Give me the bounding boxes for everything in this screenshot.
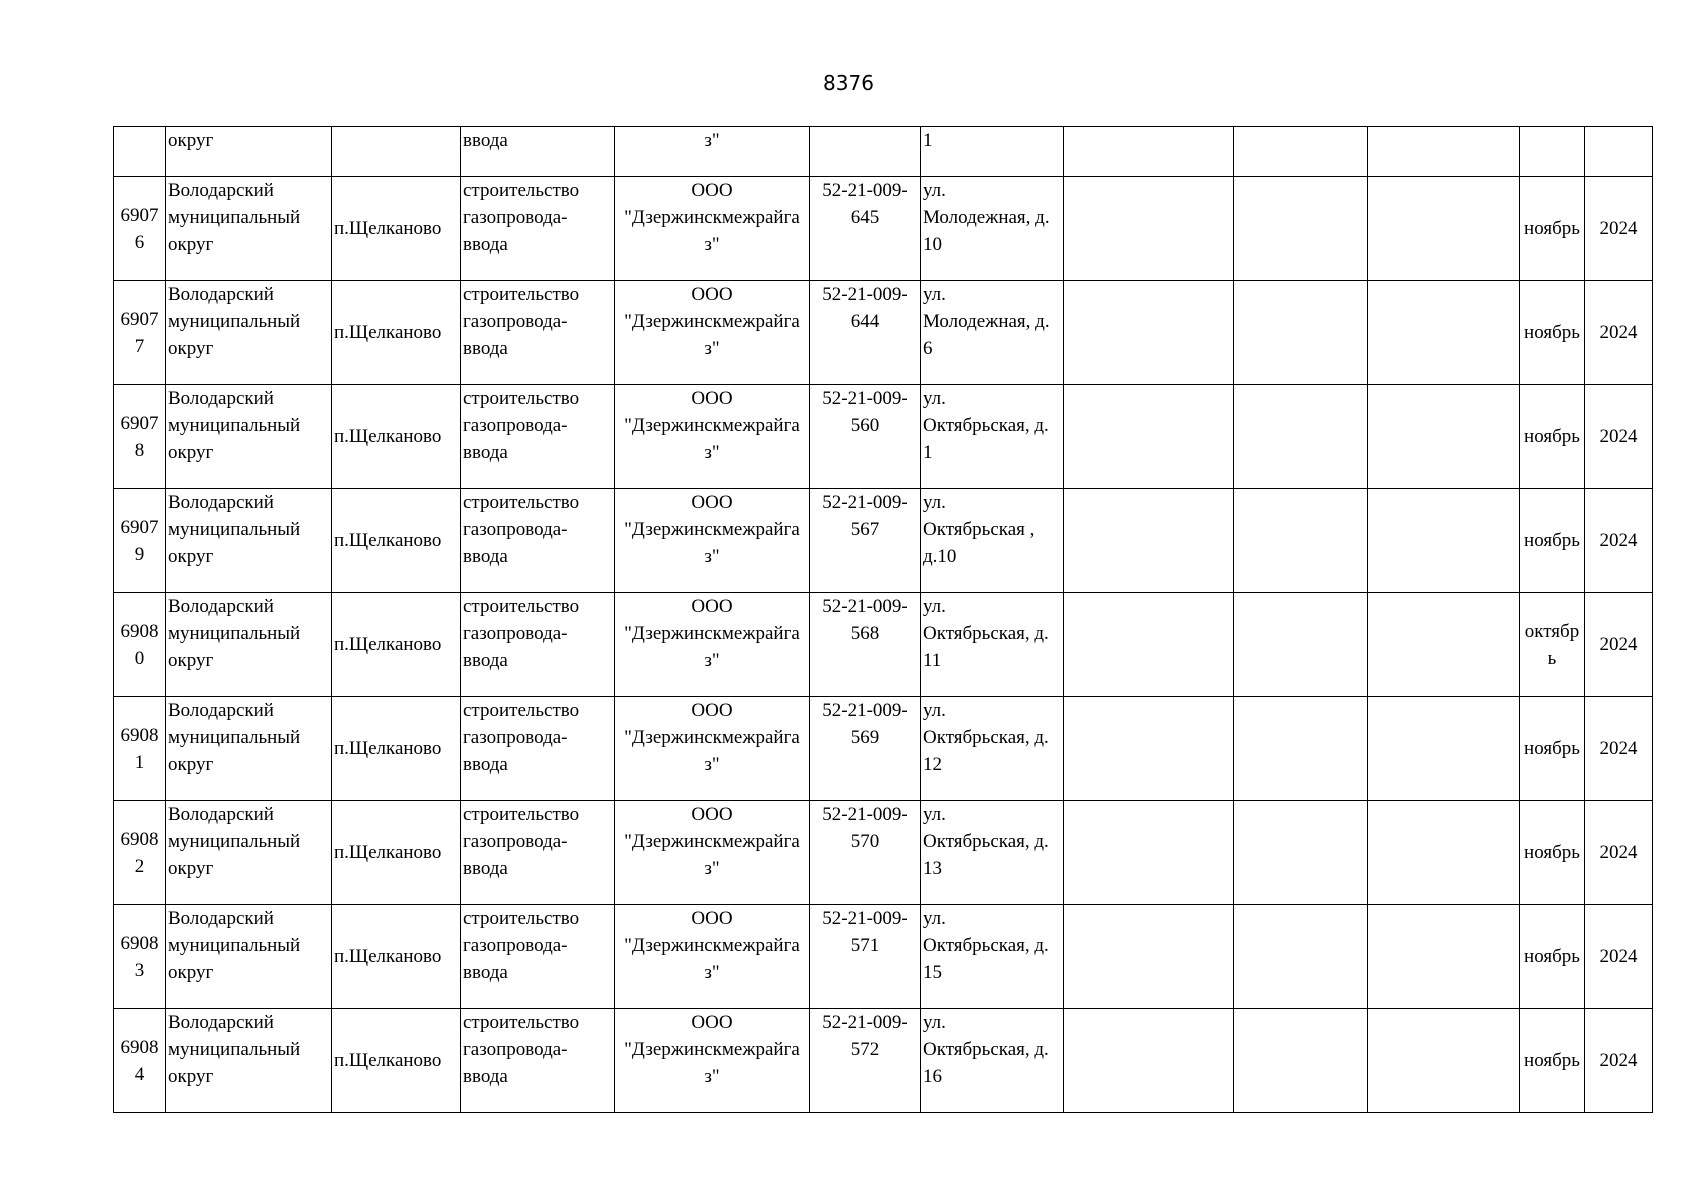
cell-year: 2024	[1585, 905, 1653, 1009]
cell-address: ул. Октябрьская, д. 16	[921, 1009, 1064, 1113]
cell-month: ноябрь	[1520, 801, 1585, 905]
cell-org: ООО "Дзержинскмежрайга з"	[615, 489, 810, 593]
cell-district: Володарский муниципальный округ	[166, 801, 332, 905]
cell-num: 69081	[114, 697, 166, 801]
cell-num: 69078	[114, 385, 166, 489]
cell-code: 52-21-009- 567	[810, 489, 921, 593]
cell-settlement: п.Щелканово	[332, 281, 461, 385]
cell-work: ввода	[461, 127, 615, 177]
table-row	[114, 593, 1653, 697]
cell-settlement: п.Щелканово	[332, 1009, 461, 1113]
cell-district: округ	[166, 127, 332, 177]
cell-org: ООО "Дзержинскмежрайга з"	[615, 177, 810, 281]
cell-work: строительство газопровода- ввода	[461, 385, 615, 489]
cell-code: 52-21-009- 572	[810, 1009, 921, 1113]
cell-month: ноябрь	[1520, 489, 1585, 593]
cell-code: 52-21-009- 644	[810, 281, 921, 385]
cell-empty-1	[1064, 127, 1234, 177]
cell-empty-3	[1368, 593, 1520, 697]
cell-empty-3	[1368, 801, 1520, 905]
cell-num: 69077	[114, 281, 166, 385]
cell-settlement: п.Щелканово	[332, 177, 461, 281]
page-number: 8376	[823, 71, 874, 95]
cell-month	[1520, 127, 1585, 177]
cell-district: Володарский муниципальный округ	[166, 281, 332, 385]
cell-org: ООО "Дзержинскмежрайга з"	[615, 593, 810, 697]
cell-settlement: п.Щелканово	[332, 593, 461, 697]
cell-org: ООО "Дзержинскмежрайга з"	[615, 697, 810, 801]
cell-year: 2024	[1585, 177, 1653, 281]
cell-code: 52-21-009- 570	[810, 801, 921, 905]
table-row	[114, 905, 1653, 1009]
cell-address: ул. Октябрьская, д. 12	[921, 697, 1064, 801]
cell-work: строительство газопровода- ввода	[461, 1009, 615, 1113]
cell-empty-3	[1368, 1009, 1520, 1113]
cell-empty-3	[1368, 385, 1520, 489]
cell-settlement	[332, 127, 461, 177]
cell-empty-3	[1368, 489, 1520, 593]
cell-empty-1	[1064, 489, 1234, 593]
cell-address: 1	[921, 127, 1064, 177]
cell-empty-2	[1234, 1009, 1368, 1113]
cell-month: октябр ь	[1520, 593, 1585, 697]
cell-work: строительство газопровода- ввода	[461, 801, 615, 905]
cell-empty-2	[1234, 489, 1368, 593]
cell-num: 69084	[114, 1009, 166, 1113]
cell-work: строительство газопровода- ввода	[461, 697, 615, 801]
cell-year: 2024	[1585, 801, 1653, 905]
cell-code: 52-21-009- 645	[810, 177, 921, 281]
cell-empty-2	[1234, 593, 1368, 697]
cell-work: строительство газопровода- ввода	[461, 593, 615, 697]
cell-year: 2024	[1585, 489, 1653, 593]
cell-empty-1	[1064, 697, 1234, 801]
cell-org: з"	[615, 127, 810, 177]
cell-code: 52-21-009- 560	[810, 385, 921, 489]
table-row-continued	[114, 127, 1653, 177]
cell-empty-3	[1368, 127, 1520, 177]
cell-code	[810, 127, 921, 177]
cell-code: 52-21-009- 569	[810, 697, 921, 801]
cell-district: Володарский муниципальный округ	[166, 697, 332, 801]
cell-org: ООО "Дзержинскмежрайга з"	[615, 281, 810, 385]
cell-month: ноябрь	[1520, 177, 1585, 281]
cell-settlement: п.Щелканово	[332, 697, 461, 801]
cell-settlement: п.Щелканово	[332, 385, 461, 489]
cell-empty-1	[1064, 281, 1234, 385]
cell-month: ноябрь	[1520, 281, 1585, 385]
table-row	[114, 801, 1653, 905]
cell-empty-2	[1234, 177, 1368, 281]
cell-address: ул. Октябрьская, д. 1	[921, 385, 1064, 489]
registry-table	[113, 126, 1653, 1113]
cell-work: строительство газопровода- ввода	[461, 177, 615, 281]
cell-address: ул. Октябрьская, д. 15	[921, 905, 1064, 1009]
table-row	[114, 1009, 1653, 1113]
cell-org: ООО "Дзержинскмежрайга з"	[615, 905, 810, 1009]
cell-settlement: п.Щелканово	[332, 801, 461, 905]
cell-empty-2	[1234, 127, 1368, 177]
cell-year: 2024	[1585, 385, 1653, 489]
cell-address: ул. Молодежная, д. 10	[921, 177, 1064, 281]
cell-month: ноябрь	[1520, 697, 1585, 801]
cell-empty-2	[1234, 281, 1368, 385]
cell-num: 69083	[114, 905, 166, 1009]
cell-district: Володарский муниципальный округ	[166, 385, 332, 489]
cell-empty-1	[1064, 801, 1234, 905]
cell-year: 2024	[1585, 697, 1653, 801]
cell-empty-2	[1234, 801, 1368, 905]
cell-org: ООО "Дзержинскмежрайга з"	[615, 801, 810, 905]
cell-year	[1585, 127, 1653, 177]
cell-org: ООО "Дзержинскмежрайга з"	[615, 1009, 810, 1113]
cell-code: 52-21-009- 568	[810, 593, 921, 697]
table-row	[114, 489, 1653, 593]
cell-org: ООО "Дзержинскмежрайга з"	[615, 385, 810, 489]
cell-month: ноябрь	[1520, 905, 1585, 1009]
cell-num: 69076	[114, 177, 166, 281]
table-row	[114, 177, 1653, 281]
cell-empty-1	[1064, 905, 1234, 1009]
table-row	[114, 385, 1653, 489]
cell-empty-1	[1064, 385, 1234, 489]
cell-settlement: п.Щелканово	[332, 905, 461, 1009]
cell-num: 69082	[114, 801, 166, 905]
cell-address: ул. Октябрьская , д.10	[921, 489, 1064, 593]
cell-num: 69080	[114, 593, 166, 697]
cell-work: строительство газопровода- ввода	[461, 281, 615, 385]
cell-empty-3	[1368, 177, 1520, 281]
cell-address: ул. Октябрьская, д. 13	[921, 801, 1064, 905]
cell-district: Володарский муниципальный округ	[166, 177, 332, 281]
cell-empty-1	[1064, 593, 1234, 697]
cell-empty-3	[1368, 281, 1520, 385]
cell-empty-1	[1064, 1009, 1234, 1113]
cell-empty-2	[1234, 905, 1368, 1009]
cell-year: 2024	[1585, 1009, 1653, 1113]
table-row	[114, 697, 1653, 801]
cell-settlement: п.Щелканово	[332, 489, 461, 593]
cell-year: 2024	[1585, 593, 1653, 697]
cell-district: Володарский муниципальный округ	[166, 593, 332, 697]
cell-num	[114, 127, 166, 177]
cell-district: Володарский муниципальный округ	[166, 905, 332, 1009]
cell-month: ноябрь	[1520, 385, 1585, 489]
cell-address: ул. Молодежная, д. 6	[921, 281, 1064, 385]
cell-empty-2	[1234, 697, 1368, 801]
cell-district: Володарский муниципальный округ	[166, 1009, 332, 1113]
cell-district: Володарский муниципальный округ	[166, 489, 332, 593]
cell-work: строительство газопровода- ввода	[461, 905, 615, 1009]
cell-empty-2	[1234, 385, 1368, 489]
cell-work: строительство газопровода- ввода	[461, 489, 615, 593]
cell-num: 69079	[114, 489, 166, 593]
cell-month: ноябрь	[1520, 1009, 1585, 1113]
cell-empty-3	[1368, 905, 1520, 1009]
cell-year: 2024	[1585, 281, 1653, 385]
cell-code: 52-21-009- 571	[810, 905, 921, 1009]
cell-empty-3	[1368, 697, 1520, 801]
table-row	[114, 281, 1653, 385]
cell-empty-1	[1064, 177, 1234, 281]
cell-address: ул. Октябрьская, д. 11	[921, 593, 1064, 697]
